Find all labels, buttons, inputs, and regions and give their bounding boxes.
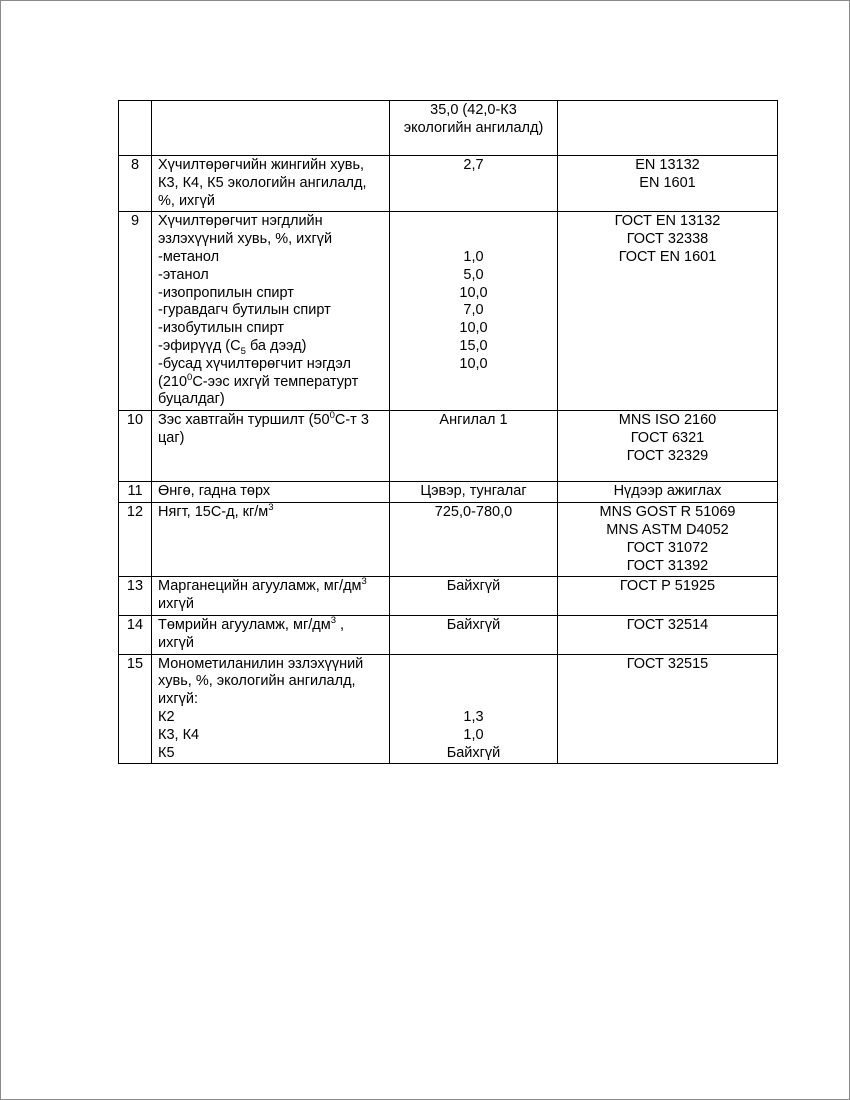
row-number: 8 <box>119 156 152 212</box>
indicator-value: Ангилал 1 <box>390 411 558 482</box>
row-number: 11 <box>119 482 152 503</box>
test-standard: ГОСТ EN 13132 ГОСТ 32338 ГОСТ EN 1601 <box>558 212 778 411</box>
table-row <box>119 212 778 411</box>
row-number: 13 <box>119 577 152 616</box>
row-number: 12 <box>119 503 152 577</box>
test-standard: Нүдээр ажиглах <box>558 482 778 503</box>
test-standard: EN 13132 EN 1601 <box>558 156 778 212</box>
indicator-name: Өнгө, гадна төрх <box>152 482 390 503</box>
table-row <box>119 411 778 482</box>
indicator-value: 35,0 (42,0-К3 экологийн ангилалд) <box>390 101 558 156</box>
indicator-name <box>152 101 390 156</box>
row-number <box>119 101 152 156</box>
indicator-value: 1,0 5,0 10,0 7,0 10,0 15,0 10,0 <box>390 212 558 411</box>
test-standard: MNS ISO 2160 ГОСТ 6321 ГОСТ 32329 <box>558 411 778 482</box>
table-row <box>119 101 778 156</box>
indicator-value: Байхгүй <box>390 577 558 616</box>
row-number: 10 <box>119 411 152 482</box>
table-row <box>119 577 778 616</box>
table-row <box>119 156 778 212</box>
indicator-name: Хүчилтөрөгчит нэгдлийн эзлэхүүний хувь, %, ихгүй -метанол -этанол -изопропилын спирт -гуравдагч бутилын спирт -изобутилын спирт -эфирүүд ($С_5$ ба дээд) -бусад хүчилтөрөгчит нэгдэл ($210^0С$-ээс ихгүй температурт буцалдаг) <box>152 212 390 411</box>
test-standard: ГОСТ 32514 <box>558 615 778 654</box>
test-standard <box>558 101 778 156</box>
indicator-name: Зэс хавтгайн туршилт ($50^0С-т$ 3 цаг) <box>152 411 390 482</box>
table-row <box>119 615 778 654</box>
indicator-value: Цэвэр, тунгалаг <box>390 482 558 503</box>
indicator-value: 2,7 <box>390 156 558 212</box>
indicator-name: Төмрийн агууламж, $мг/дм^3$ , ихгүй <box>152 615 390 654</box>
indicator-value: 725,0-780,0 <box>390 503 558 577</box>
indicator-name: Хүчилтөрөгчийн жингийн хувь, К3, К4, К5 экологийн ангилалд, %, ихгүй <box>152 156 390 212</box>
table-row <box>119 654 778 764</box>
indicator-name: Марганецийн агууламж, $мг/дм^3$ ихгүй <box>152 577 390 616</box>
test-standard: ГОСТ Р 51925 <box>558 577 778 616</box>
indicator-name: Нягт, 15С-д, $кг/м^3$ <box>152 503 390 577</box>
indicator-value: 1,3 1,0 Байхгүй <box>390 654 558 764</box>
row-number: 14 <box>119 615 152 654</box>
row-number: 9 <box>119 212 152 411</box>
specification-table <box>118 100 778 764</box>
test-standard: MNS GOST R 51069 MNS ASTM D4052 ГОСТ 31072 ГОСТ 31392 <box>558 503 778 577</box>
table-row <box>119 482 778 503</box>
test-standard: ГОСТ 32515 <box>558 654 778 764</box>
row-number: 15 <box>119 654 152 764</box>
indicator-name: Монометиланилин эзлэхүүний хувь, %, экологийн ангилалд, ихгүй: К2 К3, К4 К5 <box>152 654 390 764</box>
indicator-value: Байхгүй <box>390 615 558 654</box>
table-row <box>119 503 778 577</box>
